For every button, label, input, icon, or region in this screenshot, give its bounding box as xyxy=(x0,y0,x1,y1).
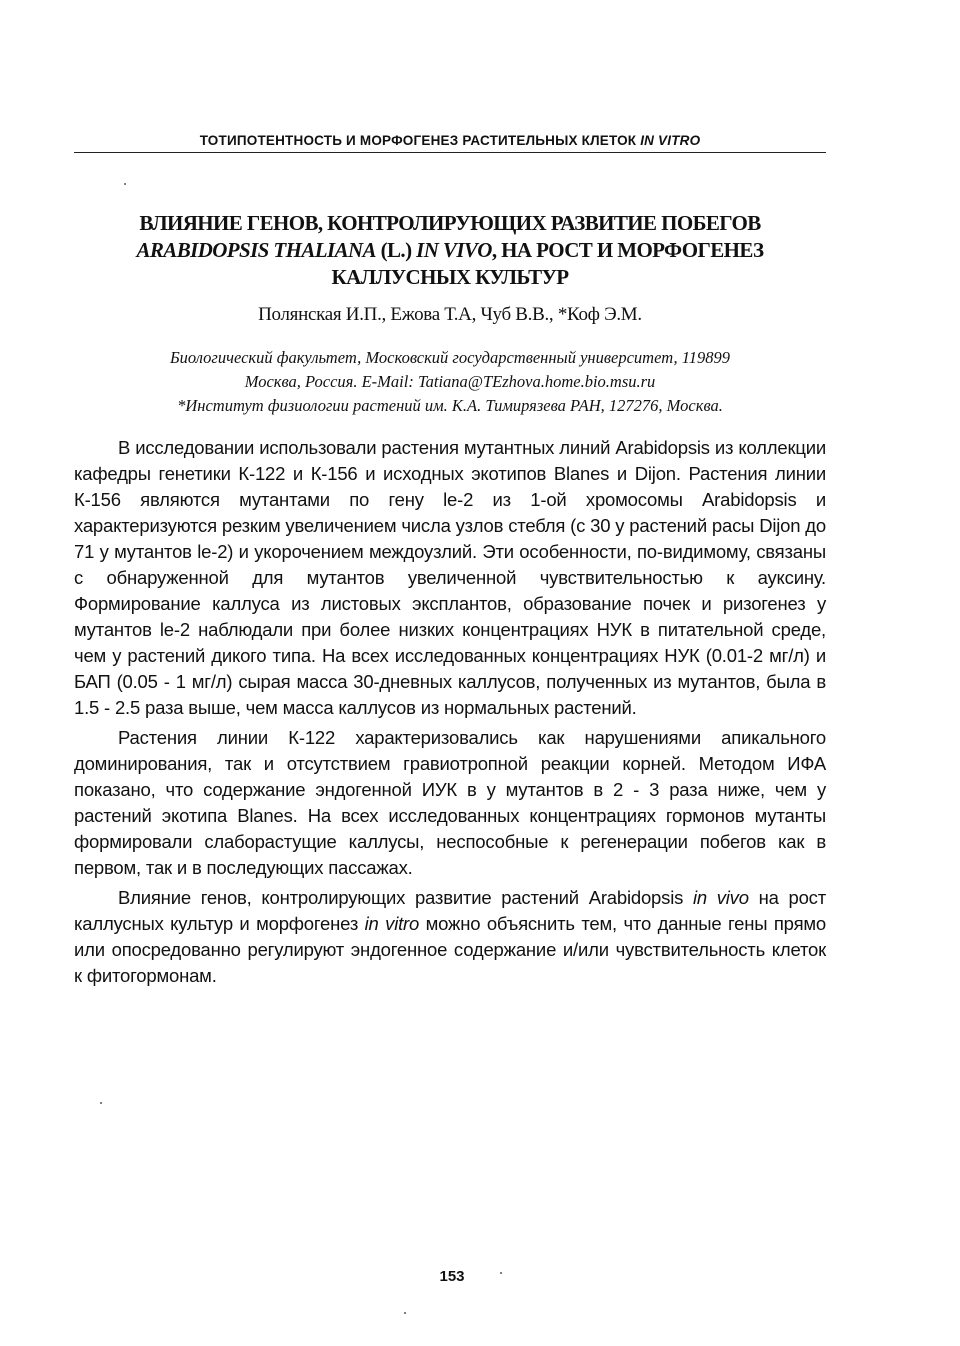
article-title xyxy=(74,210,826,291)
paragraph-3-in-vivo: in vivo xyxy=(692,887,749,908)
title-line-2-end: , НА РОСТ И МОРФОГЕНЕЗ xyxy=(491,238,764,262)
paragraph-3 xyxy=(74,885,826,989)
paragraph-3-part-c: на рост каллусных культур и морфогенез xyxy=(74,887,826,934)
scan-speck xyxy=(404,1312,406,1314)
title-line-2 xyxy=(74,237,826,264)
header-rule xyxy=(74,152,826,153)
title-in-vivo: IN VIVO xyxy=(416,238,492,262)
affiliation-line-2: Москва, Россия. E-Mail: Tatiana@TEzhova.home.bio.msu.ru xyxy=(244,372,656,391)
affiliations xyxy=(74,346,826,418)
scan-speck xyxy=(500,1272,502,1274)
page-number: 153 xyxy=(439,1268,465,1285)
title-line-3: КАЛЛУСНЫХ КУЛЬТУР xyxy=(331,265,569,289)
paragraph-3-in-vitro: in vitro xyxy=(364,913,420,934)
affiliation-line-1: Биологический факультет, Московский государственный университет, 119899 xyxy=(169,348,731,367)
paragraph-2: Растения линии К-122 характеризовались как нарушениями апикального доминирования, так и отсутствием гравиотропной реакции корней. Методом ИФА показано, что содержание эндогенной ИУК в у мутантов в 2 - 3 раза ниже, чем у растений экотипа Blanes. На всех исследованных концентрациях гормонов мутанты формировали слаборастущие каллусы, неспособные к регенерации побегов как в первом, так и в последующих пассажах. xyxy=(74,727,826,878)
running-header-italic: IN VITRO xyxy=(640,133,701,148)
title-line-1: ВЛИЯНИЕ ГЕНОВ, КОНТРОЛИРУЮЩИХ РАЗВИТИЕ ПОБЕГОВ xyxy=(139,211,761,235)
title-species: ARABIDOPSIS THALIANA xyxy=(136,238,376,262)
paragraph-3-part-a: Влияние генов, контролирующих развитие растений Arabidopsis xyxy=(118,887,693,908)
body-text xyxy=(74,435,826,993)
scan-speck xyxy=(100,1102,102,1104)
affiliation-line-3: *Институт физиологии растений им. К.А. Тимирязева РАН, 127276, Москва. xyxy=(177,396,723,415)
paragraph-1: В исследовании использовали растения мутантных линий Arabidopsis из коллекции кафедры генетики К-122 и К-156 и исходных экотипов Blanes и Dijon. Растения линии К-156 являются мутантами по гену le-2 из 1-ой хромосомы Arabidopsis и характеризуются резким увеличением числа узлов стебля (с 30 у растений расы Dijon до 71 у мутантов le-2) и укорочением междоузлий. Эти особенности, по-видимому, связаны с обнаруженной для мутантов увеличенной чувствительностью к ауксину. Формирование каллуса из листовых эксплантов, образование почек и ризогенез у мутантов le-2 наблюдали при более низких концентрациях НУК в питательной среде, чем у растений дикого типа. На всех исследованных концентрациях НУК (0.01-2 мг/л) и БАП (0.05 - 1 мг/л) сырая масса 30-дневных каллусов, полученных из мутантов, была в 1.5 - 2.5 раза выше, чем масса каллусов из нормальных растений. xyxy=(74,437,826,718)
title-author-abbrev: (L.) xyxy=(375,238,417,262)
authors: Полянская И.П., Ежова Т.А, Чуб В.В., *Коф Э.М. xyxy=(258,304,642,325)
running-header-text: ТОТИПОТЕНТНОСТЬ И МОРФОГЕНЕЗ РАСТИТЕЛЬНЫХ КЛЕТОК xyxy=(199,133,641,148)
paragraph-3-part-e: можно объяснить тем, что данные гены прямо или опосредованно регулируют эндогенное содержание и/или чувствительность клеток к фитогормонам. xyxy=(74,913,826,986)
scan-speck xyxy=(124,183,126,185)
running-header xyxy=(74,133,826,148)
